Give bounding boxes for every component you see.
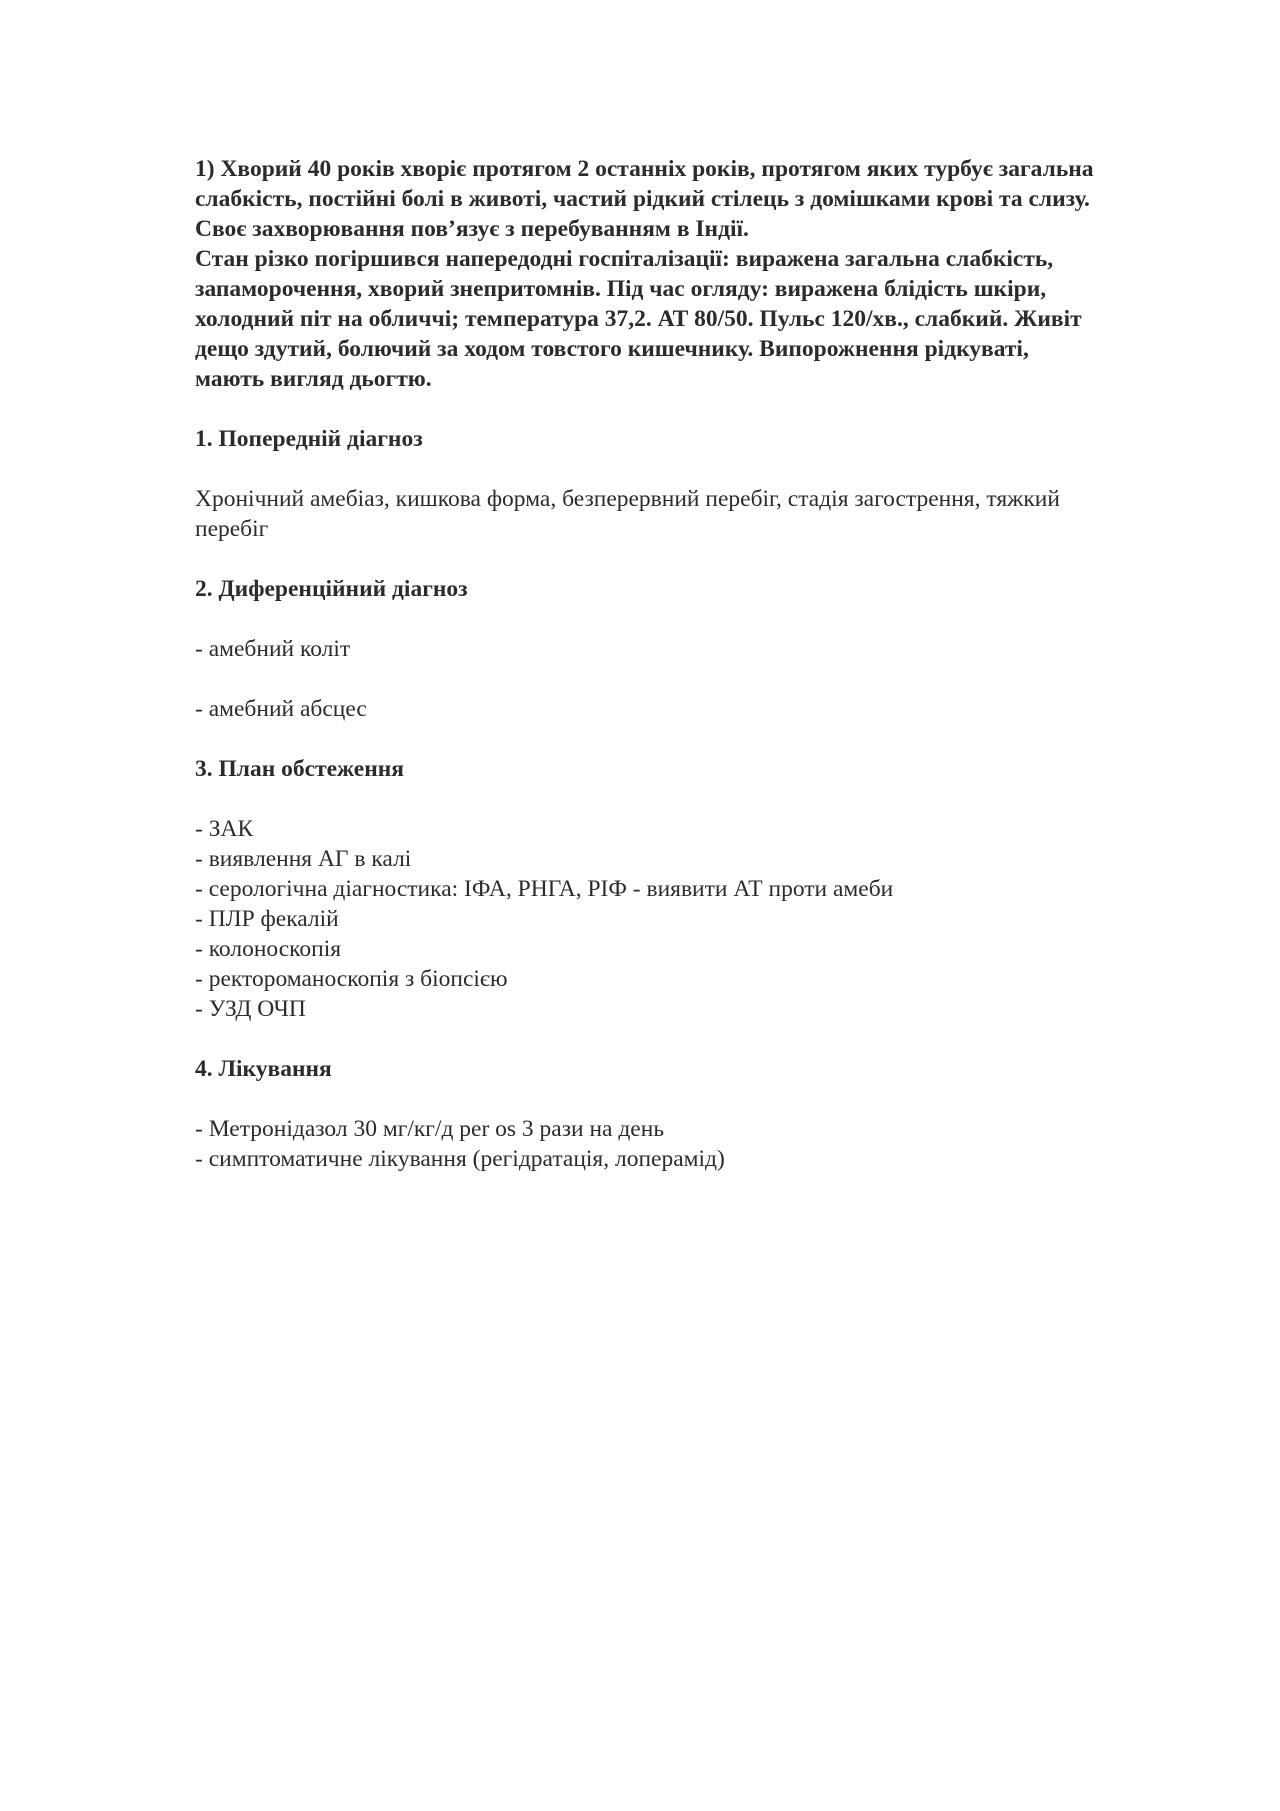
list-item: - амебний абсцес <box>195 696 367 722</box>
list-item: - виявлення АГ в калі <box>195 846 412 872</box>
section-heading: 3. План обстеження <box>195 756 404 782</box>
list-item: - амебний коліт <box>195 636 351 662</box>
list-item: - ЗАК <box>195 816 254 842</box>
list-item: - серологічна діагностика: ІФА, РНГА, РІФ - виявити АТ проти амеби <box>195 876 894 902</box>
section-examination-plan <box>195 754 1095 1024</box>
list-item: - колоноскопія <box>195 936 342 962</box>
case-description <box>195 154 1095 394</box>
section-heading: 4. Лікування <box>195 1056 332 1082</box>
case-paragraph: Стан різко погіршився напередодні госпіталізації: виражена загальна слабкість, запаморочення, хворий знепритомнів. Під час огляду: виражена блідість шкіри, холодний піт на обличчі; температура 37,2. АТ 80/50. Пульс 120/хв., слабкий. Живіт дещо здутий, болючий за ходом товстого кишечнику. Випорожнення рідкуваті, мають вигляд дьогтю. <box>195 246 1082 392</box>
list-item: - Метронідазол 30 мг/кг/д per os 3 рази на день <box>195 1116 665 1142</box>
section-body <box>195 484 1095 544</box>
list-item: - симптоматичне лікування (регідратація, лоперамід) <box>195 1146 725 1172</box>
list-item: - ректороманоскопія з біопсією <box>195 966 508 992</box>
section-body <box>195 634 1095 724</box>
section-body <box>195 1114 1095 1174</box>
case-paragraph: 1) Хворий 40 років хворіє протягом 2 останніх років, протягом яких турбує загальна слабкість, постійні болі в животі, частий рідкий стілець з домішками крові та слизу. Своє захворювання пов’язує з перебуванням в Індії. <box>195 156 1094 242</box>
section-body <box>195 814 1095 1024</box>
list-item: - ПЛР фекалій <box>195 906 339 932</box>
section-preliminary-diagnosis <box>195 424 1095 544</box>
list-item: Хронічний амебіаз, кишкова форма, безперервний перебіг, стадія загострення, тяжкий перебіг <box>195 486 1060 542</box>
section-differential-diagnosis <box>195 574 1095 724</box>
list-item: - УЗД ОЧП <box>195 996 306 1022</box>
section-heading: 2. Диференційний діагноз <box>195 576 468 602</box>
section-heading: 1. Попередній діагноз <box>195 426 423 452</box>
document-page <box>195 154 1095 1174</box>
section-treatment <box>195 1054 1095 1174</box>
